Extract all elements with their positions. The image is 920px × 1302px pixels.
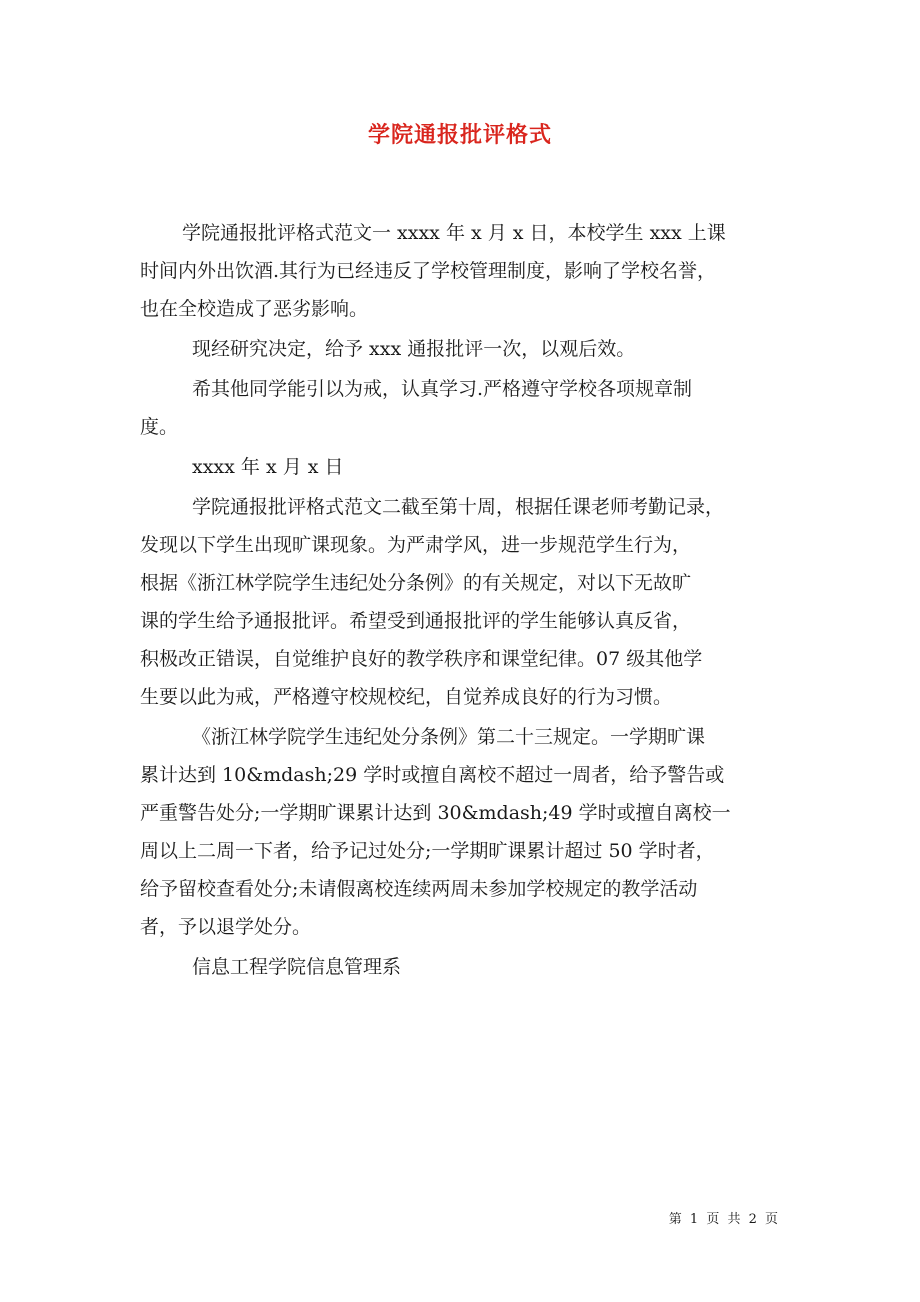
paragraph-regulation [140,718,780,946]
document-body [140,214,780,988]
paragraph-line: 给予留校查看处分;未请假离校连续两周未参加学校规定的教学活动 [140,878,698,900]
paragraph-line: 度。 [140,416,179,438]
page-indicator: 第 1 页 共 2 页 [668,1212,780,1227]
paragraph-line: 也在全校造成了恶劣影响。 [140,298,369,320]
signoff-text: 信息工程学院信息管理系 [192,956,402,978]
paragraph-line: 课的学生给予通报批评。希望受到通报批评的学生能够认真反省， [140,610,692,632]
paragraph-line: 学院通报批评格式范文二截至第十周，根据任课老师考勤记录， [192,496,725,518]
paragraph-line: 严重警告处分;一学期旷课累计达到 30&mdash;49 学时或擅自离校一 [140,802,731,824]
paragraph-line: 周以上二周一下者，给予记过处分;一学期旷课累计超过 50 学时者， [140,840,715,862]
paragraph-line: 时间内外出饮酒.其行为已经违反了学校管理制度，影响了学校名誉， [140,260,717,282]
paragraph-decision [140,330,780,368]
paragraph-notice-1 [140,214,780,328]
paragraph-line: 者，予以退学处分。 [140,916,312,938]
document-title: 学院通报批评格式 [367,122,552,148]
date-line [140,448,780,486]
paragraph-line: 累计达到 10&mdash;29 学时或擅自离校不超过一周者，给予警告或 [140,764,725,786]
paragraph-line: 希其他同学能引以为戒，认真学习.严格遵守学校各项规章制 [192,378,693,400]
paragraph-line: 《浙江林学院学生违纪处分条例》第二十三规定。一学期旷课 [192,726,706,748]
paragraph-warning [140,370,780,446]
paragraph-line: 现经研究决定，给予 xxx 通报批评一次，以观后效。 [192,338,636,360]
paragraph-line: 根据《浙江林学院学生违纪处分条例》的有关规定，对以下无故旷 [140,572,692,594]
signoff [140,948,780,986]
paragraph-line: 发现以下学生出现旷课现象。为严肃学风，进一步规范学生行为， [140,534,692,556]
paragraph-notice-2 [140,488,780,716]
paragraph-line: 积极改正错误，自觉维护良好的教学秩序和课堂纪律。07 级其他学 [140,648,703,670]
paragraph-line: 学院通报批评格式范文一 xxxx 年 x 月 x 日，本校学生 xxx 上课 [182,222,726,244]
date-text: xxxx 年 x 月 x 日 [192,456,344,478]
paragraph-line: 生要以此为戒，严格遵守校规校纪，自觉养成良好的行为习惯。 [140,686,673,708]
